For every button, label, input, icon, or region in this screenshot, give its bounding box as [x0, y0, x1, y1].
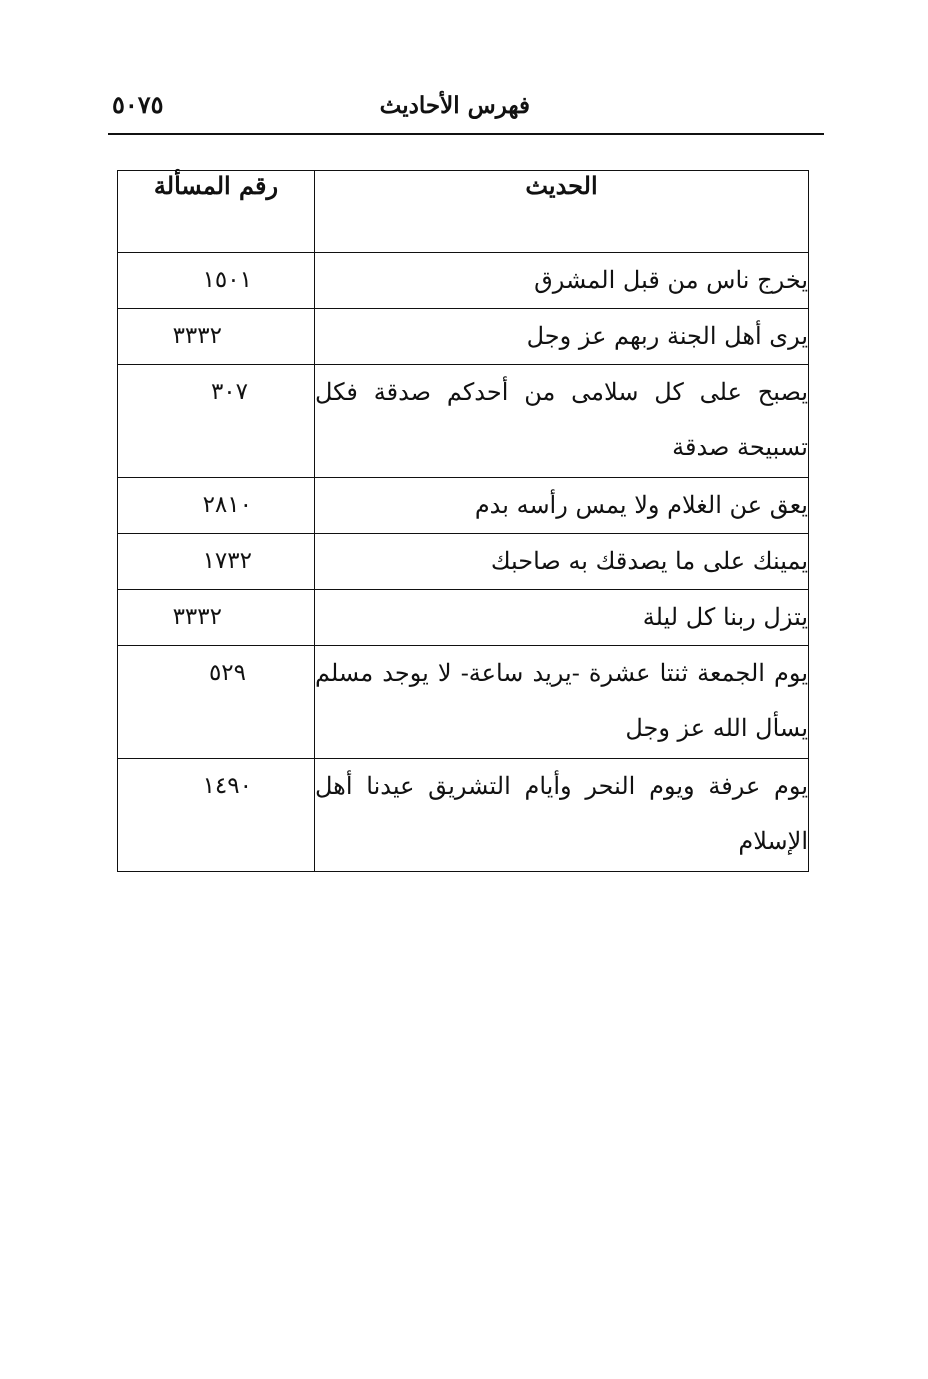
- issue-number-cell: [118, 534, 315, 590]
- table-row: [118, 759, 809, 872]
- hadith-text: يرى أهل الجنة ربهم عز وجل: [315, 309, 809, 365]
- issue-number-cell: [118, 590, 315, 646]
- issue-number-cell: [118, 365, 315, 478]
- hadith-text: يعق عن الغلام ولا يمس رأسه بدم: [315, 478, 809, 534]
- issue-number: ١٤٩٠: [202, 773, 252, 799]
- column-header-issue-number: رقم المسألة: [118, 171, 315, 253]
- hadith-text: يمينك على ما يصدقك به صاحبك: [315, 534, 809, 590]
- running-title: فهرس الأحاديث: [379, 92, 530, 119]
- table-row: [118, 253, 809, 309]
- table-row: [118, 646, 809, 759]
- issue-number: ٢٨١٠: [202, 492, 252, 518]
- hadith-index-table: [117, 170, 809, 872]
- issue-number-cell: [118, 478, 315, 534]
- hadith-text: يوم عرفة ويوم النحر وأيام التشريق عيدنا أهل الإسلام: [315, 759, 809, 872]
- page-number: ٥٠٧٥: [112, 90, 164, 119]
- issue-number-cell: [118, 253, 315, 309]
- table-header-row: [118, 171, 809, 253]
- table-row: [118, 478, 809, 534]
- hadith-text: يوم الجمعة ثنتا عشرة -يريد ساعة- لا يوجد مسلم يسأل الله عز وجل: [315, 646, 809, 759]
- table-row: [118, 590, 809, 646]
- issue-number: ٣٣٣٢: [172, 323, 222, 349]
- column-header-hadith: الحديث: [315, 171, 809, 253]
- issue-number-cell: [118, 309, 315, 365]
- header-divider: [108, 133, 824, 135]
- issue-number: ٣٠٧: [210, 379, 248, 405]
- issue-number-cell: [118, 759, 315, 872]
- hadith-text: يصبح على كل سلامى من أحدكم صدقة فكل تسبيحة صدقة: [315, 365, 809, 478]
- issue-number: ١٥٠١: [202, 267, 252, 293]
- page-header: [108, 88, 824, 132]
- hadith-text: يتزل ربنا كل ليلة: [315, 590, 809, 646]
- hadith-text: يخرج ناس من قبل المشرق: [315, 253, 809, 309]
- issue-number: ٥٢٩: [208, 660, 246, 686]
- issue-number-cell: [118, 646, 315, 759]
- issue-number: ٣٣٣٢: [172, 604, 222, 630]
- table-row: [118, 365, 809, 478]
- table-row: [118, 534, 809, 590]
- table-row: [118, 309, 809, 365]
- issue-number: ١٧٣٢: [202, 548, 252, 574]
